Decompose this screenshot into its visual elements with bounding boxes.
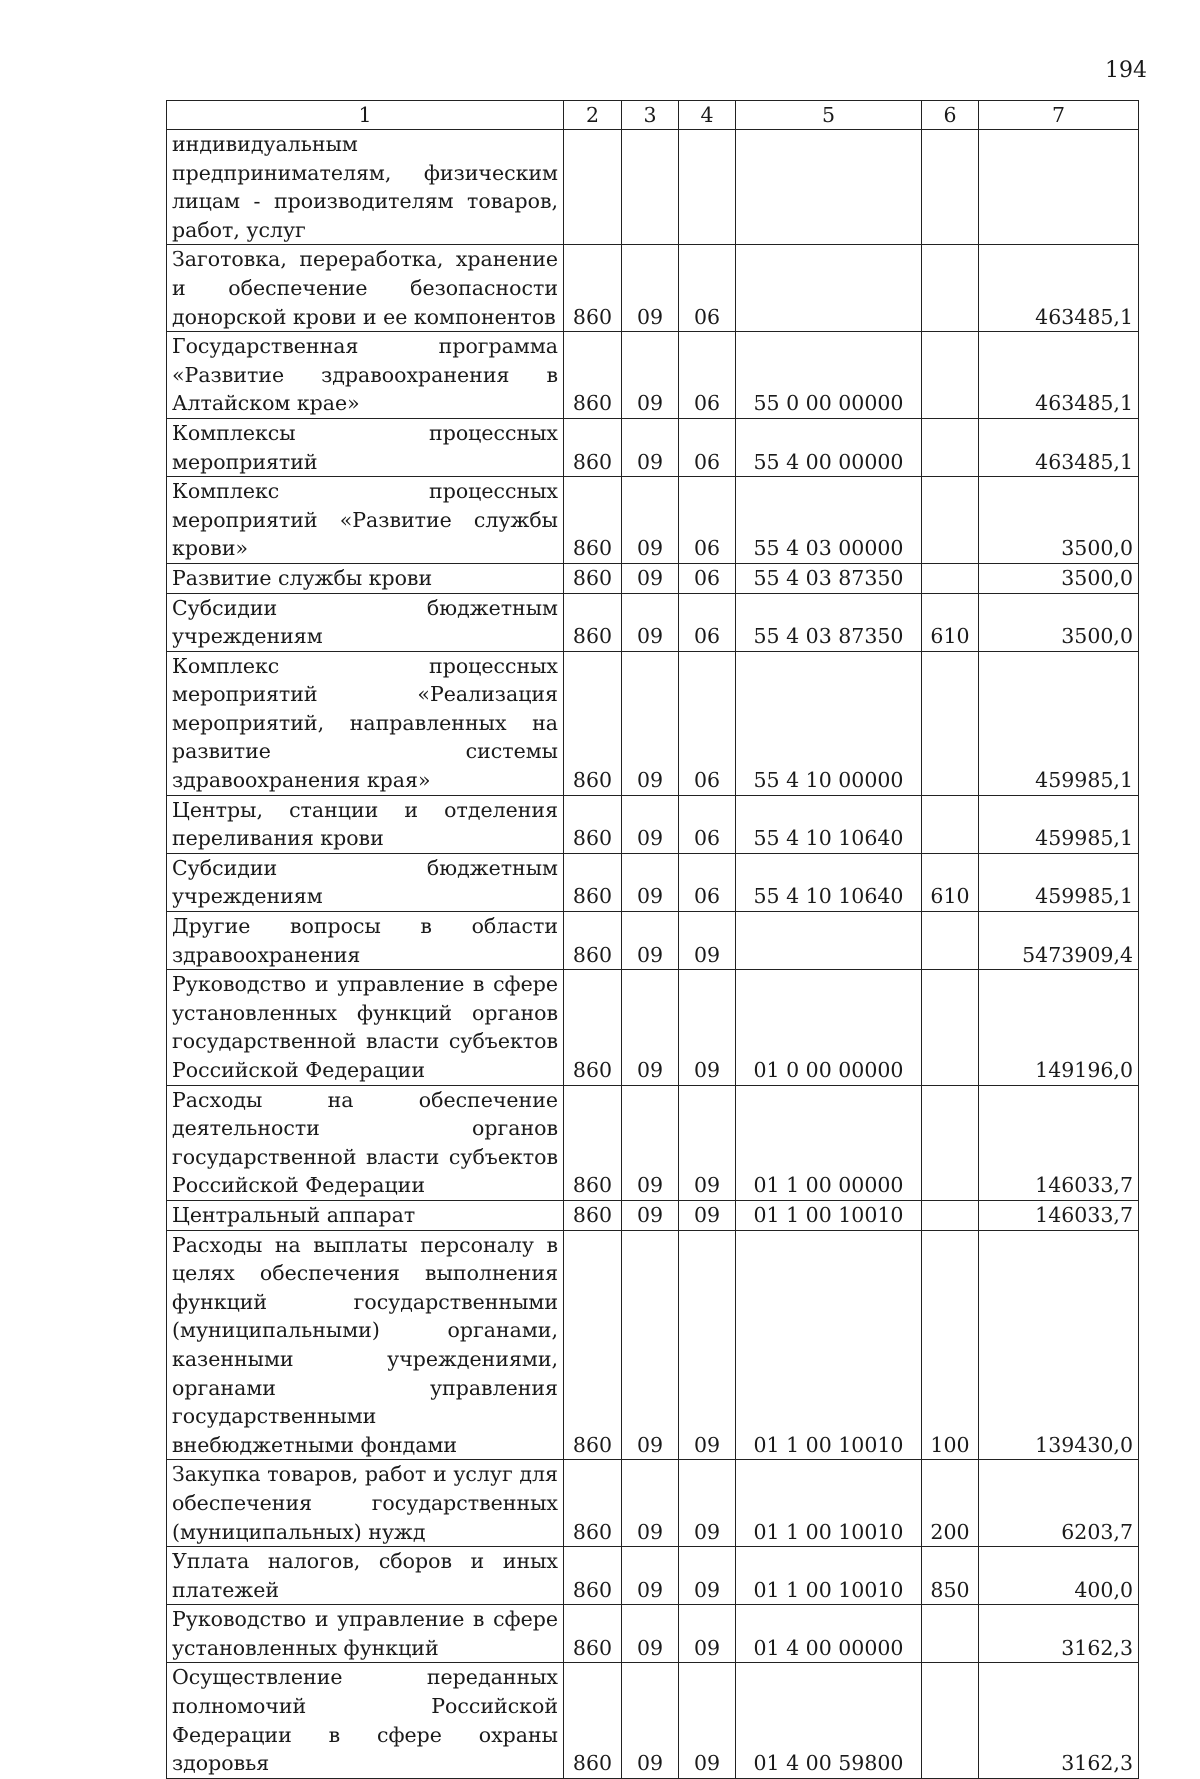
- row-section-cell: 09: [622, 912, 679, 970]
- row-code-cell: 860: [564, 1547, 622, 1605]
- table-row: [167, 651, 1139, 795]
- table-body: [167, 130, 1139, 1779]
- row-expense-type-cell: 610: [922, 853, 979, 911]
- row-section-cell: 09: [622, 970, 679, 1085]
- table-row: [167, 853, 1139, 911]
- row-code-cell: [564, 130, 622, 245]
- row-subsection-cell: 09: [679, 1547, 736, 1605]
- row-expense-type-cell: 610: [922, 593, 979, 651]
- row-name-cell: Центры, станции и отделения переливания крови: [167, 795, 564, 853]
- row-name-cell: Расходы на обеспечение деятельности органов государственной власти субъектов Российской Федерации: [167, 1085, 564, 1200]
- row-code-cell: 860: [564, 795, 622, 853]
- table-row: [167, 1460, 1139, 1547]
- row-subsection-cell: 09: [679, 912, 736, 970]
- row-section-cell: 09: [622, 1230, 679, 1460]
- row-amount-cell: 146033,7: [979, 1200, 1139, 1230]
- table-row: [167, 418, 1139, 476]
- row-code-cell: 860: [564, 853, 622, 911]
- row-amount-cell: 149196,0: [979, 970, 1139, 1085]
- row-section-cell: 09: [622, 332, 679, 419]
- row-expense-type-cell: [922, 912, 979, 970]
- table-row: [167, 970, 1139, 1085]
- row-subsection-cell: 06: [679, 563, 736, 593]
- row-section-cell: 09: [622, 1085, 679, 1200]
- row-amount-cell: 3162,3: [979, 1605, 1139, 1663]
- row-subsection-cell: 06: [679, 853, 736, 911]
- row-subsection-cell: [679, 130, 736, 245]
- table-row: [167, 912, 1139, 970]
- row-name-cell: Уплата налогов, сборов и иных платежей: [167, 1547, 564, 1605]
- row-section-cell: 09: [622, 651, 679, 795]
- row-target-article-cell: 01 1 00 10010: [736, 1230, 922, 1460]
- row-code-cell: 860: [564, 1460, 622, 1547]
- row-expense-type-cell: [922, 477, 979, 564]
- row-amount-cell: 459985,1: [979, 651, 1139, 795]
- row-code-cell: 860: [564, 563, 622, 593]
- row-target-article-cell: 55 4 00 00000: [736, 418, 922, 476]
- row-code-cell: 860: [564, 651, 622, 795]
- row-section-cell: 09: [622, 853, 679, 911]
- row-name-cell: Расходы на выплаты персоналу в целях обеспечения выполнения функций государственными (муниципальными) органами, казенными учреждениями, органами управления государственными внебюджетными фондами: [167, 1230, 564, 1460]
- row-target-article-cell: 01 1 00 10010: [736, 1547, 922, 1605]
- row-amount-cell: 146033,7: [979, 1085, 1139, 1200]
- table-row: [167, 593, 1139, 651]
- row-expense-type-cell: [922, 1200, 979, 1230]
- row-section-cell: 09: [622, 795, 679, 853]
- row-subsection-cell: 06: [679, 245, 736, 332]
- column-header-4: 4: [679, 101, 736, 130]
- row-subsection-cell: 06: [679, 795, 736, 853]
- row-expense-type-cell: 850: [922, 1547, 979, 1605]
- row-target-article-cell: 01 1 00 10010: [736, 1460, 922, 1547]
- table-row: [167, 1547, 1139, 1605]
- row-section-cell: 09: [622, 563, 679, 593]
- row-expense-type-cell: [922, 332, 979, 419]
- row-subsection-cell: 09: [679, 1085, 736, 1200]
- row-name-cell: Руководство и управление в сфере установленных функций органов государственной власти субъектов Российской Федерации: [167, 970, 564, 1085]
- row-code-cell: 860: [564, 593, 622, 651]
- row-amount-cell: 3500,0: [979, 477, 1139, 564]
- row-subsection-cell: 09: [679, 1200, 736, 1230]
- row-amount-cell: 400,0: [979, 1547, 1139, 1605]
- row-amount-cell: 3500,0: [979, 563, 1139, 593]
- row-section-cell: 09: [622, 418, 679, 476]
- row-expense-type-cell: [922, 245, 979, 332]
- row-code-cell: 860: [564, 477, 622, 564]
- row-amount-cell: 3162,3: [979, 1663, 1139, 1778]
- row-section-cell: [622, 130, 679, 245]
- row-target-article-cell: [736, 245, 922, 332]
- row-expense-type-cell: [922, 418, 979, 476]
- row-name-cell: Государственная программа «Развитие здравоохранения в Алтайском крае»: [167, 332, 564, 419]
- row-expense-type-cell: [922, 1605, 979, 1663]
- row-target-article-cell: 01 4 00 00000: [736, 1605, 922, 1663]
- row-code-cell: 860: [564, 418, 622, 476]
- row-amount-cell: 459985,1: [979, 795, 1139, 853]
- column-header-3: 3: [622, 101, 679, 130]
- row-subsection-cell: 06: [679, 477, 736, 564]
- row-name-cell: Субсидии бюджетным учреждениям: [167, 593, 564, 651]
- row-code-cell: 860: [564, 912, 622, 970]
- row-amount-cell: 459985,1: [979, 853, 1139, 911]
- row-target-article-cell: 55 4 10 10640: [736, 795, 922, 853]
- row-name-cell: Осуществление переданных полномочий Российской Федерации в сфере охраны здоровья: [167, 1663, 564, 1778]
- row-subsection-cell: 09: [679, 1605, 736, 1663]
- row-subsection-cell: 09: [679, 970, 736, 1085]
- row-amount-cell: 6203,7: [979, 1460, 1139, 1547]
- row-expense-type-cell: 200: [922, 1460, 979, 1547]
- row-target-article-cell: 01 0 00 00000: [736, 970, 922, 1085]
- row-subsection-cell: 06: [679, 593, 736, 651]
- row-code-cell: 860: [564, 1605, 622, 1663]
- row-name-cell: Развитие службы крови: [167, 563, 564, 593]
- row-code-cell: 860: [564, 1663, 622, 1778]
- table-row: [167, 795, 1139, 853]
- row-amount-cell: 3500,0: [979, 593, 1139, 651]
- table-row: [167, 332, 1139, 419]
- table-row: [167, 1663, 1139, 1778]
- row-name-cell: индивидуальным предпринимателям, физическим лицам - производителям товаров, работ, услуг: [167, 130, 564, 245]
- column-header-5: 5: [736, 101, 922, 130]
- row-target-article-cell: 55 4 10 10640: [736, 853, 922, 911]
- row-subsection-cell: 09: [679, 1663, 736, 1778]
- row-target-article-cell: [736, 912, 922, 970]
- row-subsection-cell: 06: [679, 651, 736, 795]
- row-name-cell: Комплекс процессных мероприятий «Развитие службы крови»: [167, 477, 564, 564]
- row-name-cell: Руководство и управление в сфере установленных функций: [167, 1605, 564, 1663]
- row-amount-cell: [979, 130, 1139, 245]
- page-number: 194: [1105, 58, 1147, 83]
- row-subsection-cell: 09: [679, 1460, 736, 1547]
- column-header-1: 1: [167, 101, 564, 130]
- row-target-article-cell: 01 1 00 10010: [736, 1200, 922, 1230]
- row-expense-type-cell: [922, 563, 979, 593]
- row-name-cell: Субсидии бюджетным учреждениям: [167, 853, 564, 911]
- row-code-cell: 860: [564, 245, 622, 332]
- row-amount-cell: 463485,1: [979, 332, 1139, 419]
- table-row: [167, 130, 1139, 245]
- table-row: [167, 1085, 1139, 1200]
- column-header-6: 6: [922, 101, 979, 130]
- row-name-cell: Другие вопросы в области здравоохранения: [167, 912, 564, 970]
- row-expense-type-cell: [922, 1085, 979, 1200]
- row-amount-cell: 139430,0: [979, 1230, 1139, 1460]
- row-expense-type-cell: [922, 130, 979, 245]
- row-amount-cell: 463485,1: [979, 245, 1139, 332]
- column-header-2: 2: [564, 101, 622, 130]
- row-name-cell: Закупка товаров, работ и услуг для обеспечения государственных (муниципальных) нужд: [167, 1460, 564, 1547]
- row-target-article-cell: 55 0 00 00000: [736, 332, 922, 419]
- row-name-cell: Комплексы процессных мероприятий: [167, 418, 564, 476]
- table-row: [167, 245, 1139, 332]
- header-row: [167, 101, 1139, 130]
- row-section-cell: 09: [622, 1200, 679, 1230]
- row-code-cell: 860: [564, 332, 622, 419]
- row-target-article-cell: 01 4 00 59800: [736, 1663, 922, 1778]
- row-target-article-cell: 55 4 03 87350: [736, 563, 922, 593]
- row-expense-type-cell: [922, 970, 979, 1085]
- row-amount-cell: 463485,1: [979, 418, 1139, 476]
- row-section-cell: 09: [622, 1605, 679, 1663]
- table-row: [167, 1605, 1139, 1663]
- row-section-cell: 09: [622, 477, 679, 564]
- row-code-cell: 860: [564, 1085, 622, 1200]
- row-target-article-cell: 55 4 10 00000: [736, 651, 922, 795]
- row-name-cell: Комплекс процессных мероприятий «Реализация мероприятий, направленных на развитие системы здравоохранения края»: [167, 651, 564, 795]
- table-row: [167, 477, 1139, 564]
- row-amount-cell: 5473909,4: [979, 912, 1139, 970]
- row-expense-type-cell: [922, 795, 979, 853]
- row-subsection-cell: 09: [679, 1230, 736, 1460]
- row-expense-type-cell: 100: [922, 1230, 979, 1460]
- row-code-cell: 860: [564, 1230, 622, 1460]
- row-code-cell: 860: [564, 1200, 622, 1230]
- row-target-article-cell: [736, 130, 922, 245]
- column-header-7: 7: [979, 101, 1139, 130]
- row-name-cell: Заготовка, переработка, хранение и обеспечение безопасности донорской крови и ее компонентов: [167, 245, 564, 332]
- row-subsection-cell: 06: [679, 418, 736, 476]
- row-target-article-cell: 55 4 03 00000: [736, 477, 922, 564]
- row-name-cell: Центральный аппарат: [167, 1200, 564, 1230]
- row-target-article-cell: 01 1 00 00000: [736, 1085, 922, 1200]
- row-target-article-cell: 55 4 03 87350: [736, 593, 922, 651]
- row-code-cell: 860: [564, 970, 622, 1085]
- row-expense-type-cell: [922, 1663, 979, 1778]
- table-row: [167, 563, 1139, 593]
- row-section-cell: 09: [622, 593, 679, 651]
- budget-table: [166, 100, 1139, 1779]
- table-row: [167, 1230, 1139, 1460]
- row-section-cell: 09: [622, 1460, 679, 1547]
- table-header: [167, 101, 1139, 130]
- table-row: [167, 1200, 1139, 1230]
- row-section-cell: 09: [622, 1547, 679, 1605]
- row-subsection-cell: 06: [679, 332, 736, 419]
- row-section-cell: 09: [622, 245, 679, 332]
- row-section-cell: 09: [622, 1663, 679, 1778]
- row-expense-type-cell: [922, 651, 979, 795]
